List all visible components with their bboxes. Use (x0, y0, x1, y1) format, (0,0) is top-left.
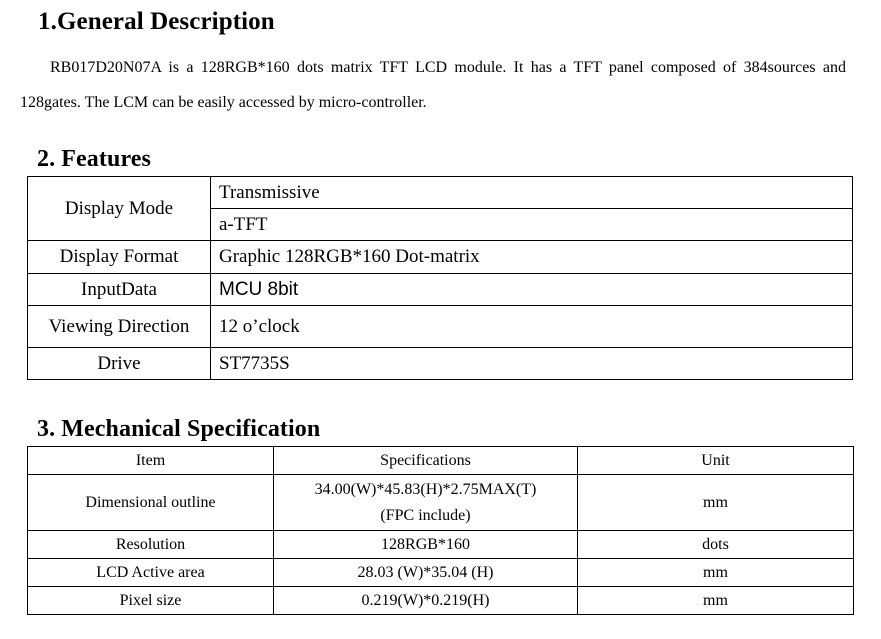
viewing-direction-label: Viewing Direction (28, 306, 211, 348)
active-area-unit: mm (578, 559, 854, 587)
dimensional-outline-spec-line1: 34.00(W)*45.83(H)*2.75MAX(T) (314, 480, 537, 498)
dimensional-outline-spec (274, 475, 578, 531)
table-row (28, 559, 854, 587)
table-header-row (28, 447, 854, 475)
mechanical-specification-table (27, 446, 854, 615)
general-description-paragraph: RB017D20N07A is a 128RGB*160 dots matrix TFT LCD module. It has a TFT panel composed of 384sources and 128gates. The LCM can be easily accessed by micro-controller. (20, 59, 846, 111)
drive-value: ST7735S (211, 348, 853, 380)
features-heading: 2. Features (37, 146, 151, 172)
table-row (28, 306, 853, 348)
table-row (28, 587, 854, 615)
mechanical-specification-heading: 3. Mechanical Specification (37, 416, 321, 442)
drive-label: Drive (28, 348, 211, 380)
column-header-item: Item (28, 447, 274, 475)
table-row (28, 241, 853, 274)
display-mode-value-atft: a-TFT (211, 209, 853, 241)
viewing-direction-value: 12 o’clock (211, 306, 853, 348)
pixel-size-spec: 0.219(W)*0.219(H) (274, 587, 578, 615)
input-data-label: InputData (28, 274, 211, 306)
active-area-spec: 28.03 (W)*35.04 (H) (274, 559, 578, 587)
table-row (28, 274, 853, 306)
table-row (28, 177, 853, 209)
resolution-spec: 128RGB*160 (274, 531, 578, 559)
display-format-value: Graphic 128RGB*160 Dot-matrix (211, 241, 853, 274)
pixel-size-item: Pixel size (28, 587, 274, 615)
input-data-value: MCU 8bit (211, 274, 853, 306)
dimensional-outline-spec-line2: (FPC include) (380, 506, 471, 524)
resolution-item: Resolution (28, 531, 274, 559)
features-table (27, 176, 853, 380)
table-row (28, 475, 854, 531)
display-format-label: Display Format (28, 241, 211, 274)
table-row (28, 531, 854, 559)
resolution-unit: dots (578, 531, 854, 559)
general-description-heading: 1.General Description (38, 8, 275, 35)
dimensional-outline-item: Dimensional outline (28, 475, 274, 531)
dimensional-outline-unit: mm (578, 475, 854, 531)
pixel-size-unit: mm (578, 587, 854, 615)
display-mode-label: Display Mode (28, 177, 211, 241)
display-mode-value-transmissive: Transmissive (211, 177, 853, 209)
column-header-specifications: Specifications (274, 447, 578, 475)
table-row (28, 348, 853, 380)
active-area-item: LCD Active area (28, 559, 274, 587)
column-header-unit: Unit (578, 447, 854, 475)
